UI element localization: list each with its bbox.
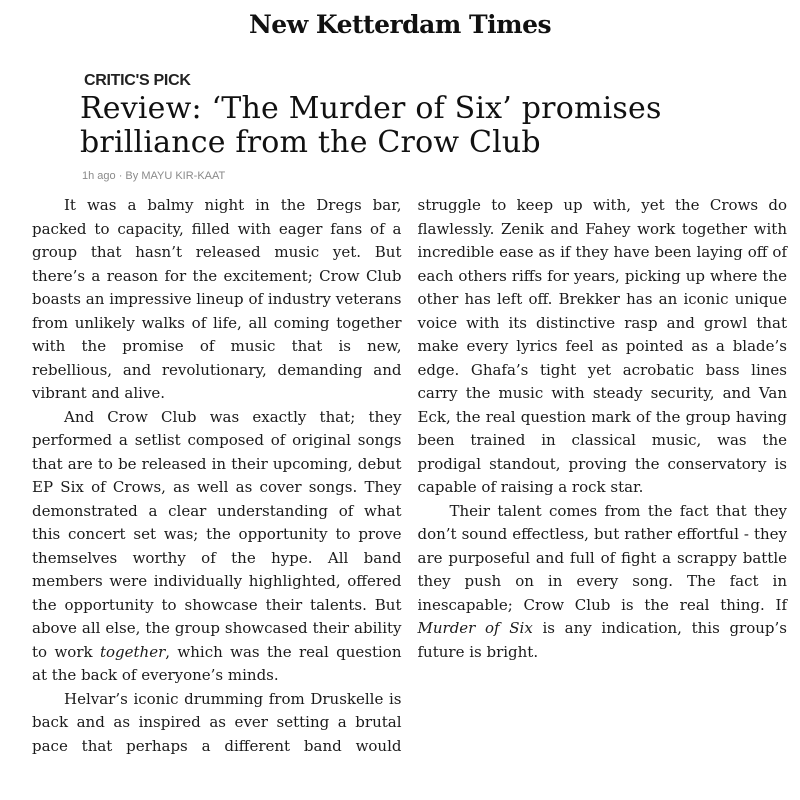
article-headline: Review: ‘The Murder of Six’ promises brilliance from the Crow Club [80, 91, 662, 160]
article-paragraph: It was a balmy night in the Dregs bar, packed to capacity, filled with eager fans of a group that hasn’t released music yet. But there’s a reason for the excitement; Crow Club boasts an impressive lineup of industry veterans from unlikely walks of life, all coming together with the promise of music that is new, rebellious, and revolutionary, demanding and vibrant and alive. [32, 196, 402, 402]
critics-pick-label: CRITIC'S PICK [84, 72, 191, 89]
emphasis-text: Murder of Six [417, 619, 533, 637]
article-byline: 1h ago · By MAYU KIR-KAAT [82, 170, 226, 182]
article-paragraph: Helvar’s iconic drumming from Druskelle is back and as inspired as ever setting a brutal pace that perhaps a different band would struggle to keep up with, yet the Crows do flawlessly. Zenik and Fahey work together with incredible ease as if they have been laying off of each others riffs for years, picking up where the other has left off. Brekker has an iconic unique voice with its distinctive rasp and growl that make every lyrics feel as pointed as a blade’s edge. Ghafa’s tight yet acrobatic bass lines carry the music with steady security, and Van Eck, the real question mark of the group having been trained in classical music, was the prodigal standout, proving the conservatory is capable of raising a rock star. [32, 196, 787, 755]
article-body [32, 194, 787, 774]
article-paragraph: And Crow Club was exactly that; they performed a setlist composed of original songs that are to be released in their upcoming, debut EP Six of Crows, as well as cover songs. They demonstrated a clear understanding of what this concert set was; the opportunity to prove themselves worthy of the hype. All band members were individually highlighted, offered the opportunity to showcase their talents. But above all else, the group showcased their ability to work together, which was the real question at the back of everyone’s minds. [32, 407, 402, 684]
masthead-logo[interactable]: New Ketterdam Times [248, 10, 552, 39]
article-paragraph: Their talent comes from the fact that they don’t sound effectless, but rather effortful - they are purposeful and full of fight a scrappy battle they push on in every song. The fact in inescapable; Crow Club is the real thing. If Murder of Six is any indication, this group’s future is bright. [417, 501, 787, 661]
emphasis-text: together [99, 642, 166, 661]
